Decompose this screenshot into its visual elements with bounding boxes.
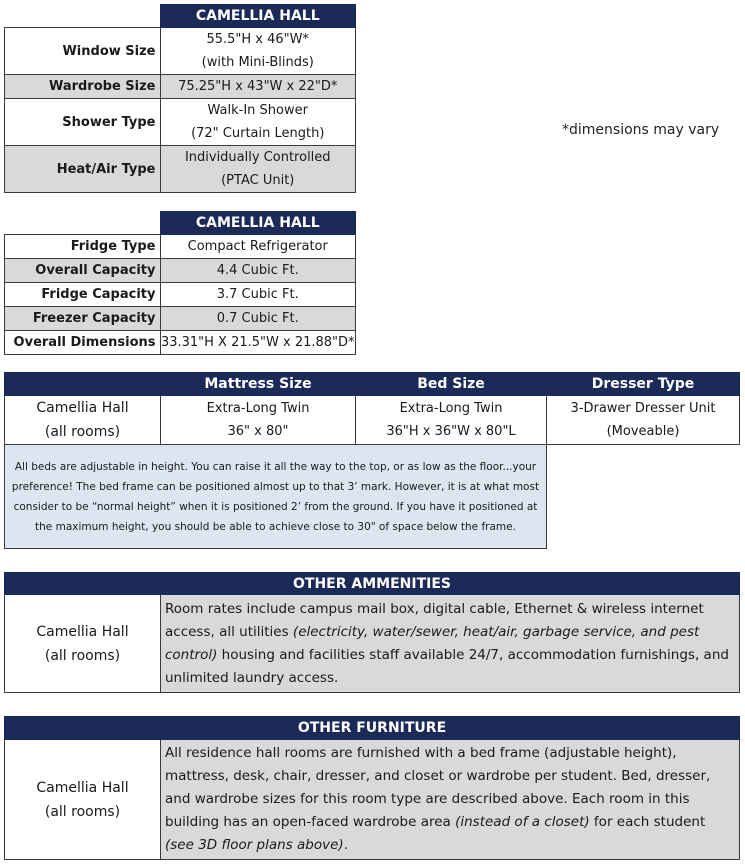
- table-header: OTHER FURNITURE: [5, 717, 740, 740]
- value-line: Walk-In Shower: [207, 103, 308, 118]
- amenities-text: [161, 595, 740, 693]
- hall-name: [5, 396, 161, 445]
- column-header: Mattress Size: [161, 373, 356, 396]
- table-row: [5, 75, 356, 99]
- row-value: 4.4 Cubic Ft.: [160, 259, 356, 283]
- value-line: Individually Controlled: [184, 150, 331, 165]
- row-label: Fridge Type: [5, 235, 161, 259]
- table-row: [5, 396, 740, 445]
- row-value: Compact Refrigerator: [160, 235, 356, 259]
- column-header: Bed Size: [356, 373, 547, 396]
- table-row: [5, 740, 740, 860]
- table-row: [5, 259, 356, 283]
- table-row: [5, 146, 356, 193]
- room-specs-table: [4, 4, 356, 193]
- text-segment-italic: (see 3D floor plans above): [165, 837, 344, 853]
- hall-name: [5, 595, 161, 693]
- empty-cell: [547, 445, 740, 549]
- table-header: OTHER AMMENITIES: [5, 573, 740, 595]
- hall-line: (all rooms): [44, 647, 121, 664]
- mattress-size: [161, 396, 356, 445]
- value-line: (with Mini-Blinds): [201, 55, 314, 70]
- table-row: [5, 307, 356, 331]
- text-segment: All residence hall rooms are furnished with a bed frame (adjustable height), mattress, desk, chair, dresser, and closet or wardrobe per student. Bed, dresser, and wardrobe sizes for this room type are described above. Each room in this building has an open-faced wardrobe area: [165, 745, 711, 830]
- text-segment: .: [343, 837, 348, 853]
- other-furniture-table: [4, 716, 740, 860]
- hall-line: Camellia Hall: [36, 400, 129, 416]
- hall-line: Camellia Hall: [36, 623, 129, 640]
- value-line: 55.5"H x 46"W*: [206, 32, 310, 47]
- row-label: Overall Capacity: [5, 259, 161, 283]
- row-value: 3.7 Cubic Ft.: [160, 283, 356, 307]
- bed-height-note: All beds are adjustable in height. You can raise it all the way to the top, or as low as the floor...your preference! The bed frame can be positioned almost up to that 3’ mark. However, it is at what most consider to be “normal height” when it is positioned 2’ from the ground. If you have it positioned at the maximum height, you should be able to achieve close to 30" of space below the frame.: [5, 445, 547, 549]
- header-spacer: [5, 373, 161, 396]
- text-segment: housing and facilities staff available 24/7, accommodation furnishings, and unlimited laundry access.: [165, 646, 729, 686]
- row-label: Heat/Air Type: [5, 146, 161, 193]
- row-label: Overall Dimensions: [5, 331, 161, 355]
- furniture-text: [161, 740, 740, 860]
- table-row: [5, 595, 740, 693]
- value-line: 36"H x 36"W x 80"L: [386, 424, 516, 439]
- column-header: Dresser Type: [547, 373, 740, 396]
- dresser-type: [547, 396, 740, 445]
- text-segment: Room rates include campus mail box, digital cable, Ethernet & wireless internet access, all utilities: [165, 600, 704, 640]
- bed-furniture-table: [4, 372, 740, 549]
- table-row: [5, 331, 356, 355]
- text-segment: for each student: [589, 814, 706, 830]
- value-line: (PTAC Unit): [221, 173, 295, 188]
- row-value: [160, 146, 356, 193]
- value-line: Extra-Long Twin: [206, 401, 310, 416]
- value-line: (72" Curtain Length): [191, 126, 325, 141]
- value-line: (Moveable): [606, 424, 680, 439]
- table-header: CAMELLIA HALL: [160, 212, 356, 235]
- text-segment-italic: (instead of a closet): [455, 814, 590, 830]
- dimensions-note: *dimensions may vary: [562, 122, 720, 138]
- row-label: Wardrobe Size: [5, 75, 161, 99]
- hall-line: (all rooms): [44, 424, 121, 440]
- header-spacer: [5, 5, 161, 28]
- hall-name: [5, 740, 161, 860]
- row-value: 33.31"H X 21.5"W x 21.88"D*: [160, 331, 356, 355]
- value-line: 36" x 80": [227, 424, 289, 439]
- row-value: 0.7 Cubic Ft.: [160, 307, 356, 331]
- table-row: [5, 99, 356, 146]
- row-value: [160, 99, 356, 146]
- other-amenities-table: [4, 572, 740, 693]
- fridge-specs-table: [4, 211, 356, 355]
- table-header: CAMELLIA HALL: [160, 5, 356, 28]
- row-label: Window Size: [5, 28, 161, 75]
- hall-line: (all rooms): [44, 803, 121, 820]
- text-segment-italic: (electricity, water/sewer, heat/air, garbage service, and pest control): [165, 623, 700, 663]
- row-label: Freezer Capacity: [5, 307, 161, 331]
- value-line: Extra-Long Twin: [399, 401, 503, 416]
- value-line: 3-Drawer Dresser Unit: [570, 401, 716, 416]
- header-spacer: [5, 212, 161, 235]
- row-value: [160, 28, 356, 75]
- table-row: [5, 28, 356, 75]
- bed-size: [356, 396, 547, 445]
- row-label: Shower Type: [5, 99, 161, 146]
- table-row: [5, 283, 356, 307]
- row-label: Fridge Capacity: [5, 283, 161, 307]
- hall-line: Camellia Hall: [36, 779, 129, 796]
- table-row: [5, 235, 356, 259]
- row-value: 75.25"H x 43"W x 22"D*: [160, 75, 356, 99]
